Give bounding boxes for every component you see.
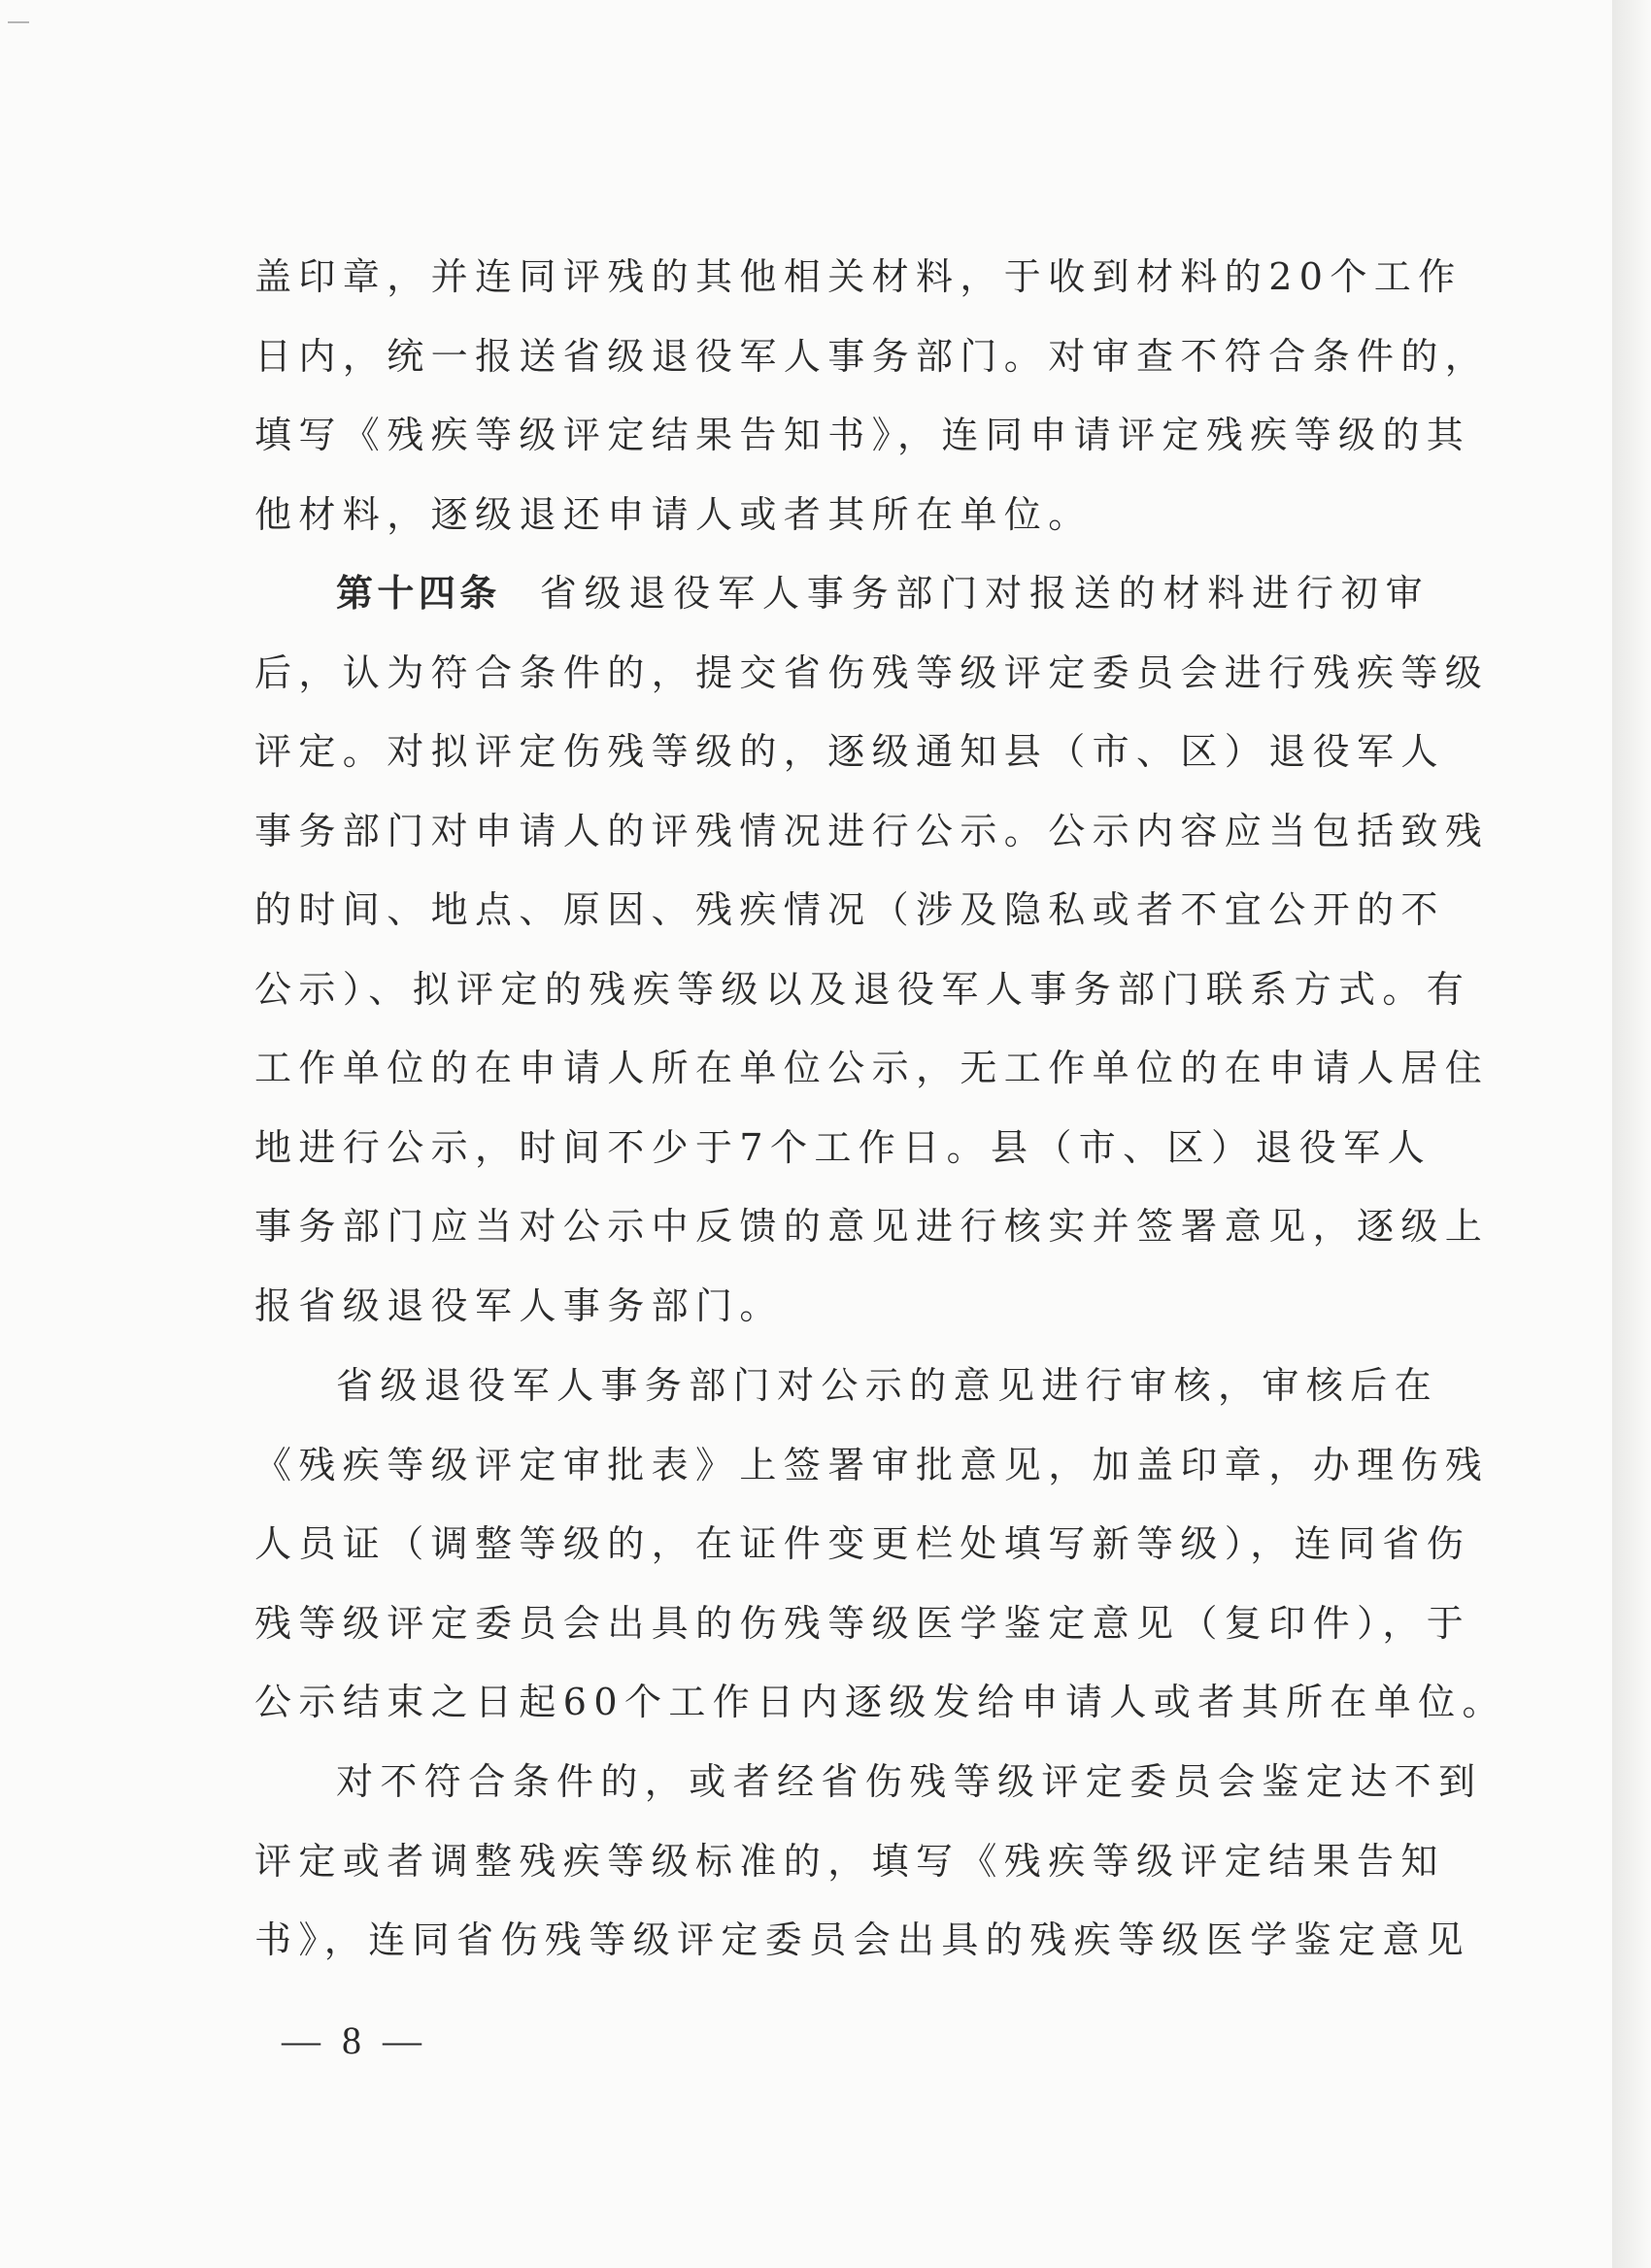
paragraph-line: 的时间、地点、原因、残疾情况（涉及隐私或者不宜公开的不 (254, 888, 1445, 931)
paragraph-line: 公示结束之日起60个工作日内逐级发给申请人或者其所在单位。 (254, 1681, 1506, 1723)
paragraph-1 (254, 238, 1490, 554)
paragraph-line: 盖印章，并连同评残的其他相关材料，于收到材料的20个工作 (254, 255, 1463, 298)
paragraph-line: 对不符合条件的，或者经省伤残等级评定委员会鉴定达不到 (336, 1760, 1483, 1803)
paragraph-line (254, 554, 1430, 634)
paragraph-line: 《残疾等级评定审批表》上签署审批意见，加盖印章，办理伤残 (254, 1443, 1490, 1486)
page-edge-shadow (1612, 0, 1651, 2268)
paragraph-line: 事务部门对申请人的评残情况进行公示。公示内容应当包括致残 (254, 809, 1490, 852)
paragraph-line: 日内，统一报送省级退役军人事务部门。对审查不符合条件的， (254, 334, 1490, 378)
article-first-line: 省级退役军人事务部门对报送的材料进行初审 (539, 572, 1430, 615)
page-number: — 8 — (282, 2018, 427, 2062)
paragraph-line: 公示）、拟评定的残疾等级以及退役军人事务部门联系方式。有 (254, 967, 1471, 1011)
paragraph-line: 填写《残疾等级评定结果告知书》，连同申请评定残疾等级的其 (254, 414, 1471, 456)
paragraph-line: 他材料，逐级退还申请人或者其所在单位。 (254, 492, 1093, 536)
paragraph-3 (254, 1347, 1506, 1743)
paragraph-line: 工作单位的在申请人所在单位公示，无工作单位的在申请人居住 (254, 1047, 1490, 1089)
paragraph-line: 省级退役军人事务部门对公示的意见进行审核，审核后在 (336, 1364, 1439, 1407)
paragraph-line: 评定或者调整残疾等级标准的，填写《残疾等级评定结果告知 (254, 1839, 1445, 1883)
paragraph-line: 地进行公示，时间不少于7个工作日。县（市、区）退役军人 (254, 1125, 1432, 1169)
paragraph-line: 报省级退役军人事务部门。 (254, 1284, 784, 1327)
article-heading: 第十四条 (336, 572, 501, 615)
paragraph-line: 书》，连同省伤残等级评定委员会出具的残疾等级医学鉴定意见 (254, 1918, 1471, 1961)
paragraph-line: 事务部门应当对公示中反馈的意见进行核实并签署意见，逐级上 (254, 1205, 1490, 1248)
paragraph-line: 人员证（调整等级的，在证件变更栏处填写新等级），连同省伤 (254, 1522, 1471, 1565)
paragraph-4 (254, 1743, 1483, 1981)
paragraph-line: 评定。对拟评定伤残等级的，逐级通知县（市、区）退役军人 (254, 730, 1445, 773)
paragraph-line: 残等级评定委员会出具的伤残等级医学鉴定意见（复印件），于 (254, 1601, 1471, 1645)
article-14 (254, 554, 1490, 1346)
scan-mark (8, 21, 29, 23)
paragraph-line: 后，认为符合条件的，提交省伤残等级评定委员会进行残疾等级 (254, 650, 1490, 694)
